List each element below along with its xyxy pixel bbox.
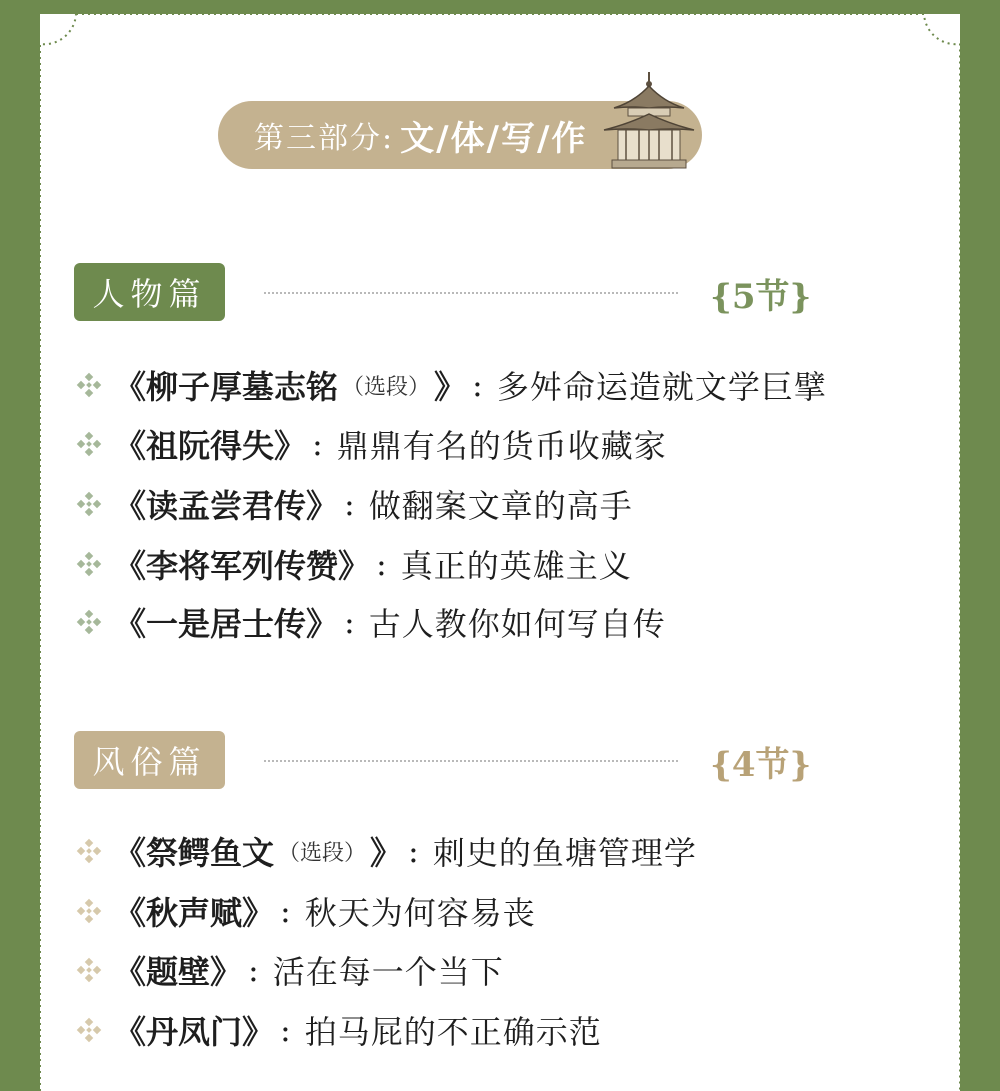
item-colon: : — [280, 1011, 291, 1049]
item-title: 《一是居士传》 — [114, 605, 339, 643]
pagoda-icon — [594, 72, 704, 172]
lesson-count: {4节} — [710, 745, 812, 785]
item-description: 秋天为何容易丧 — [304, 894, 536, 932]
section-title — [254, 113, 587, 157]
diamond-bullet-icon — [76, 838, 102, 864]
category-label: 风俗篇 — [74, 731, 225, 789]
category-header-customs — [74, 731, 844, 791]
dotted-divider — [264, 292, 678, 294]
item-description: 做翻案文章的高手 — [368, 487, 633, 525]
diamond-bullet-icon — [76, 551, 102, 577]
list-item — [76, 826, 697, 876]
list-item — [76, 945, 504, 995]
item-title: 《李将军列传赞》 — [114, 547, 371, 585]
list-item — [76, 419, 667, 469]
section-topic: 文/体/写/作 — [400, 118, 588, 159]
list-item — [76, 597, 666, 647]
item-description: 真正的英雄主义 — [400, 547, 632, 585]
section-prefix: 第三部分: — [254, 121, 395, 156]
item-title: 《秋声赋》 — [114, 894, 275, 932]
item-description: 拍马屁的不正确示范 — [304, 1013, 602, 1051]
item-description: 古人教你如何写自传 — [368, 605, 666, 643]
list-item — [76, 886, 536, 936]
item-colon: : — [472, 366, 483, 404]
item-title-close: 》 — [434, 368, 467, 406]
list-item — [76, 479, 633, 529]
item-note: （选段） — [342, 374, 431, 400]
item-colon: : — [248, 951, 259, 989]
diamond-bullet-icon — [76, 372, 102, 398]
item-title: 《柳子厚墓志铭 — [114, 368, 339, 406]
diamond-bullet-icon — [76, 491, 102, 517]
diamond-bullet-icon — [76, 957, 102, 983]
item-description: 鼎鼎有名的货币收藏家 — [336, 427, 667, 465]
diamond-bullet-icon — [76, 898, 102, 924]
item-title: 《题壁》 — [114, 953, 243, 991]
diamond-bullet-icon — [76, 609, 102, 635]
item-note: （选段） — [278, 840, 367, 866]
list-item — [76, 539, 632, 589]
diamond-bullet-icon — [76, 431, 102, 457]
list-item — [76, 1005, 602, 1055]
diamond-bullet-icon — [76, 1017, 102, 1043]
item-description: 刺史的鱼塘管理学 — [432, 834, 697, 872]
item-title: 《祭鳄鱼文 — [114, 834, 275, 872]
item-colon: : — [344, 485, 355, 523]
item-title: 《丹凤门》 — [114, 1013, 275, 1051]
item-colon: : — [376, 545, 387, 583]
category-label: 人物篇 — [74, 263, 225, 321]
item-colon: : — [280, 892, 291, 930]
item-title: 《读孟尝君传》 — [114, 487, 339, 525]
item-colon: : — [408, 832, 419, 870]
category-header-people — [74, 263, 844, 323]
item-description: 活在每一个当下 — [272, 953, 504, 991]
dotted-divider — [264, 760, 678, 762]
item-colon: : — [312, 425, 323, 463]
item-title-close: 》 — [370, 834, 403, 872]
list-item — [76, 360, 827, 410]
item-colon: : — [344, 603, 355, 641]
item-description: 多舛命运造就文学巨擘 — [496, 368, 827, 406]
item-title: 《祖阮得失》 — [114, 427, 307, 465]
lesson-count: {5节} — [710, 277, 812, 317]
